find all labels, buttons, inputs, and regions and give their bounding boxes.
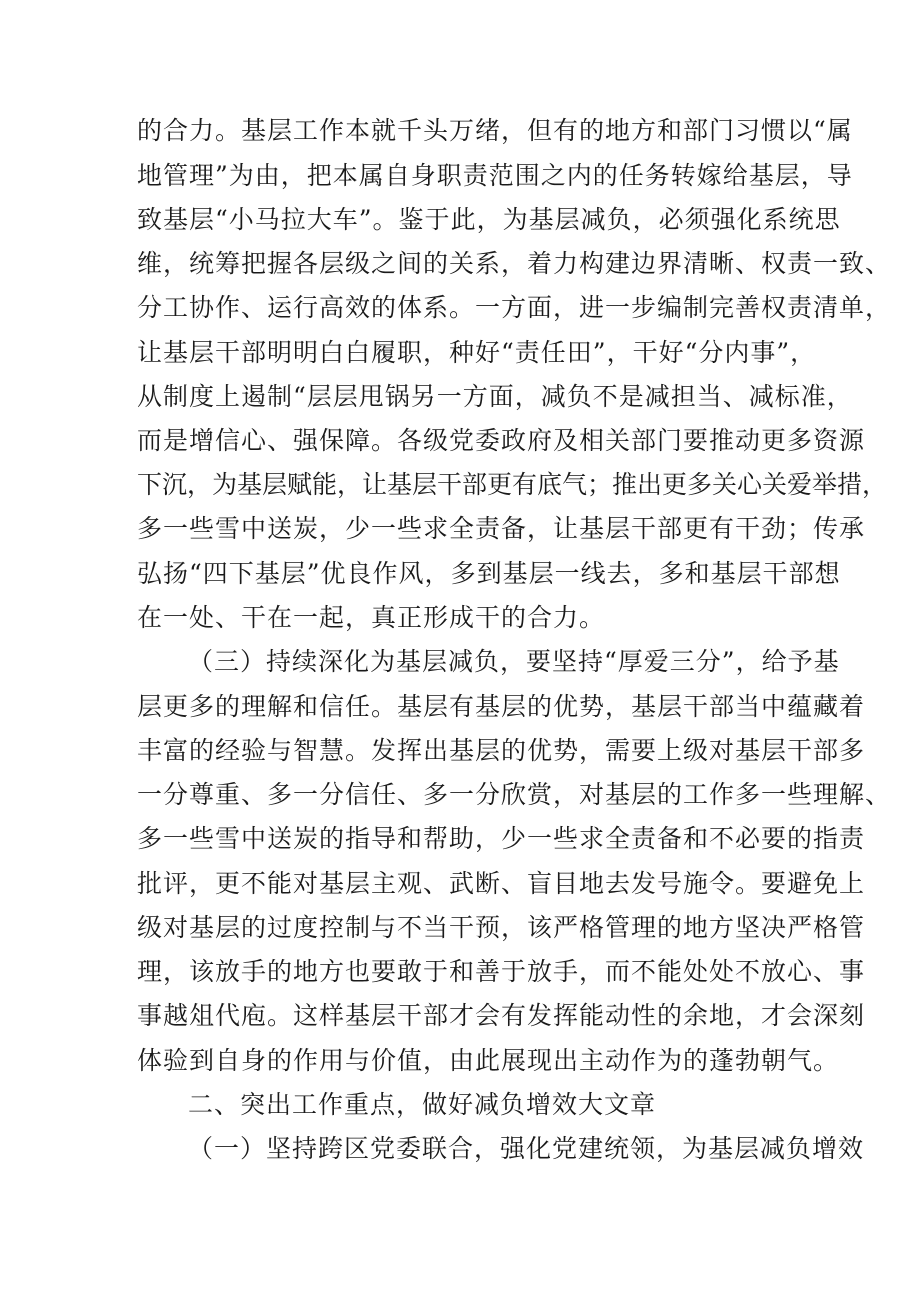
text-line: 层更多的理解和信任。基层有基层的优势，基层干部当中蕴藏着 bbox=[137, 692, 866, 721]
text-line: 批评，更不能对基层主观、武断、盲目地去发号施令。要避免上 bbox=[137, 869, 866, 898]
text-line: 分工协作、运行高效的体系。一方面，进一步编制完善权责清单， bbox=[137, 293, 892, 322]
text-line: 的合力。基层工作本就千头万绪，但有的地方和部门习惯以“属 bbox=[137, 116, 853, 145]
text-line: 下沉，为基层赋能，让基层干部更有底气；推出更多关心关爱举措， bbox=[137, 470, 888, 499]
section-heading: 二、突出工作重点，做好减负增效大文章 bbox=[188, 1090, 657, 1119]
text-line: 理，该放手的地方也要敢于和善于放手，而不能处处不放心、事 bbox=[137, 957, 866, 986]
text-line: 而是增信心、强保障。各级党委政府及相关部门要推动更多资源 bbox=[137, 426, 866, 455]
text-line: 维，统筹把握各层级之间的关系，着力构建边界清晰、权责一致、 bbox=[137, 249, 892, 278]
text-line: 体验到自身的作用与价值，由此展现出主动作为的蓬勃朝气。 bbox=[137, 1046, 840, 1075]
text-line: 在一处、干在一起，真正形成干的合力。 bbox=[137, 603, 606, 632]
text-line: 多一些雪中送炭，少一些求全责备，让基层干部更有干劲；传承 bbox=[137, 514, 866, 543]
text-line: 致基层“小马拉大车”。鉴于此，为基层减负，必须强化系统思 bbox=[137, 205, 841, 234]
text-line: 丰富的经验与智慧。发挥出基层的优势，需要上级对基层干部多 bbox=[137, 736, 866, 765]
text-line: 事越俎代庖。这样基层干部才会有发挥能动性的余地，才会深刻 bbox=[137, 1001, 866, 1030]
text-line: 级对基层的过度控制与不当干预，该严格管理的地方坚决严格管 bbox=[137, 913, 866, 942]
text-line: 弘扬“四下基层”优良作风，多到基层一线去，多和基层干部想 bbox=[137, 559, 841, 588]
text-line: 让基层干部明明白白履职，种好“责任田”，干好“分内事”， bbox=[137, 338, 817, 367]
text-line: 多一些雪中送炭的指导和帮助，少一些求全责备和不必要的指责 bbox=[137, 824, 866, 853]
subsection-heading: （一）坚持跨区党委联合，强化党建统领，为基层减负增效 bbox=[188, 1134, 865, 1163]
section-paragraph-start: （三）持续深化为基层减负，要坚持“厚爱三分”，给予基 bbox=[188, 647, 840, 676]
text-line: 一分尊重、多一分信任、多一分欣赏，对基层的工作多一些理解、 bbox=[137, 780, 892, 809]
text-line: 地管理”为由，把本属自身职责范围之内的任务转嫁给基层，导 bbox=[137, 161, 853, 190]
text-line: 从制度上遏制“层层甩锅另一方面，减负不是减担当、减标准， bbox=[137, 382, 853, 411]
